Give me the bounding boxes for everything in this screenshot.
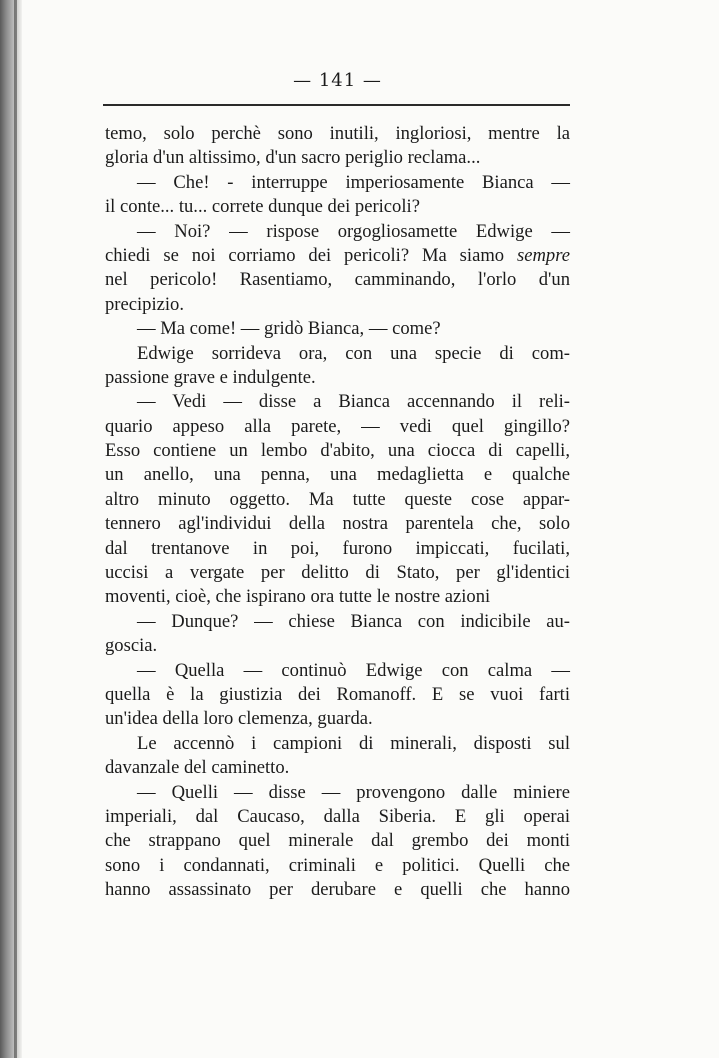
- binding-shadow-line: [14, 0, 17, 1058]
- text-line: un'idea della loro clemenza, guarda.: [105, 708, 373, 730]
- page-number: — 141 —: [293, 70, 382, 91]
- text-line: hanno assassinato per derubare e quelli che hanno: [105, 879, 570, 901]
- text-line: gloria d'un altissimo, d'un sacro periglio reclama...: [105, 147, 481, 169]
- text-line: che strappano quel minerale dal grembo dei monti: [105, 830, 570, 852]
- page-binding-edge: [0, 0, 22, 1058]
- text-line: altro minuto oggetto. Ma tutte queste cose appar-: [105, 488, 570, 510]
- text-line: goscia.: [105, 635, 158, 657]
- text-line: precipizio.: [105, 293, 184, 315]
- text-line: — Ma come! — gridò Bianca, — come?: [137, 318, 441, 340]
- text-line: imperiali, dal Caucaso, dalla Siberia. E gli operai: [105, 805, 570, 827]
- text-line: — Quelli — disse — provengono dalle miniere: [137, 781, 570, 803]
- text-line: quario appeso alla parete, — vedi quel gingillo?: [105, 415, 570, 437]
- text-line: il conte... tu... correte dunque dei pericoli?: [105, 196, 420, 218]
- text-line: Le accennò i campioni di minerali, disposti sul: [137, 732, 570, 754]
- header-rule: [103, 104, 570, 106]
- text-line: quella è la giustizia dei Romanoff. E se vuoi farti: [105, 683, 570, 705]
- text-line: davanzale del caminetto.: [105, 757, 290, 779]
- text-line: sono i condannati, criminali e politici. Quelli che: [105, 854, 570, 876]
- text-line: — Dunque? — chiese Bianca con indicibile au-: [137, 610, 570, 632]
- text-line: nel pericolo! Rasentiamo, camminando, l'orlo d'un: [105, 269, 570, 291]
- text-line: [105, 244, 570, 268]
- text-line: uccisi a vergate per delitto di Stato, per gl'identici: [105, 562, 570, 584]
- body-text: [105, 122, 570, 903]
- text-line: moventi, cioè, che ispirano ora tutte le nostre azioni: [105, 586, 491, 608]
- text-line: Edwige sorrideva ora, con una specie di com-: [137, 342, 570, 364]
- text-segment: chiedi se noi corriamo dei pericoli? Ma siamo: [105, 244, 517, 266]
- text-line: — Vedi — disse a Bianca accennando il reli-: [137, 391, 570, 413]
- text-line: — Che! - interruppe imperiosamente Bianca —: [137, 171, 570, 193]
- italic-text-segment: sempre: [516, 244, 570, 266]
- text-line: passione grave e indulgente.: [105, 366, 316, 388]
- text-line: — Quella — continuò Edwige con calma —: [137, 659, 570, 681]
- text-line: un anello, una penna, una medaglietta e qualche: [105, 464, 570, 486]
- text-line: tennero agl'individui della nostra parentela che, solo: [105, 513, 570, 535]
- text-line: — Noi? — rispose orgogliosamette Edwige —: [137, 220, 570, 242]
- text-line: temo, solo perchè sono inutili, ingloriosi, mentre la: [105, 123, 570, 144]
- text-line: Esso contiene un lembo d'abito, una ciocca di capelli,: [105, 440, 570, 462]
- text-line: dal trentanove in poi, furono impiccati, fucilati,: [105, 537, 570, 559]
